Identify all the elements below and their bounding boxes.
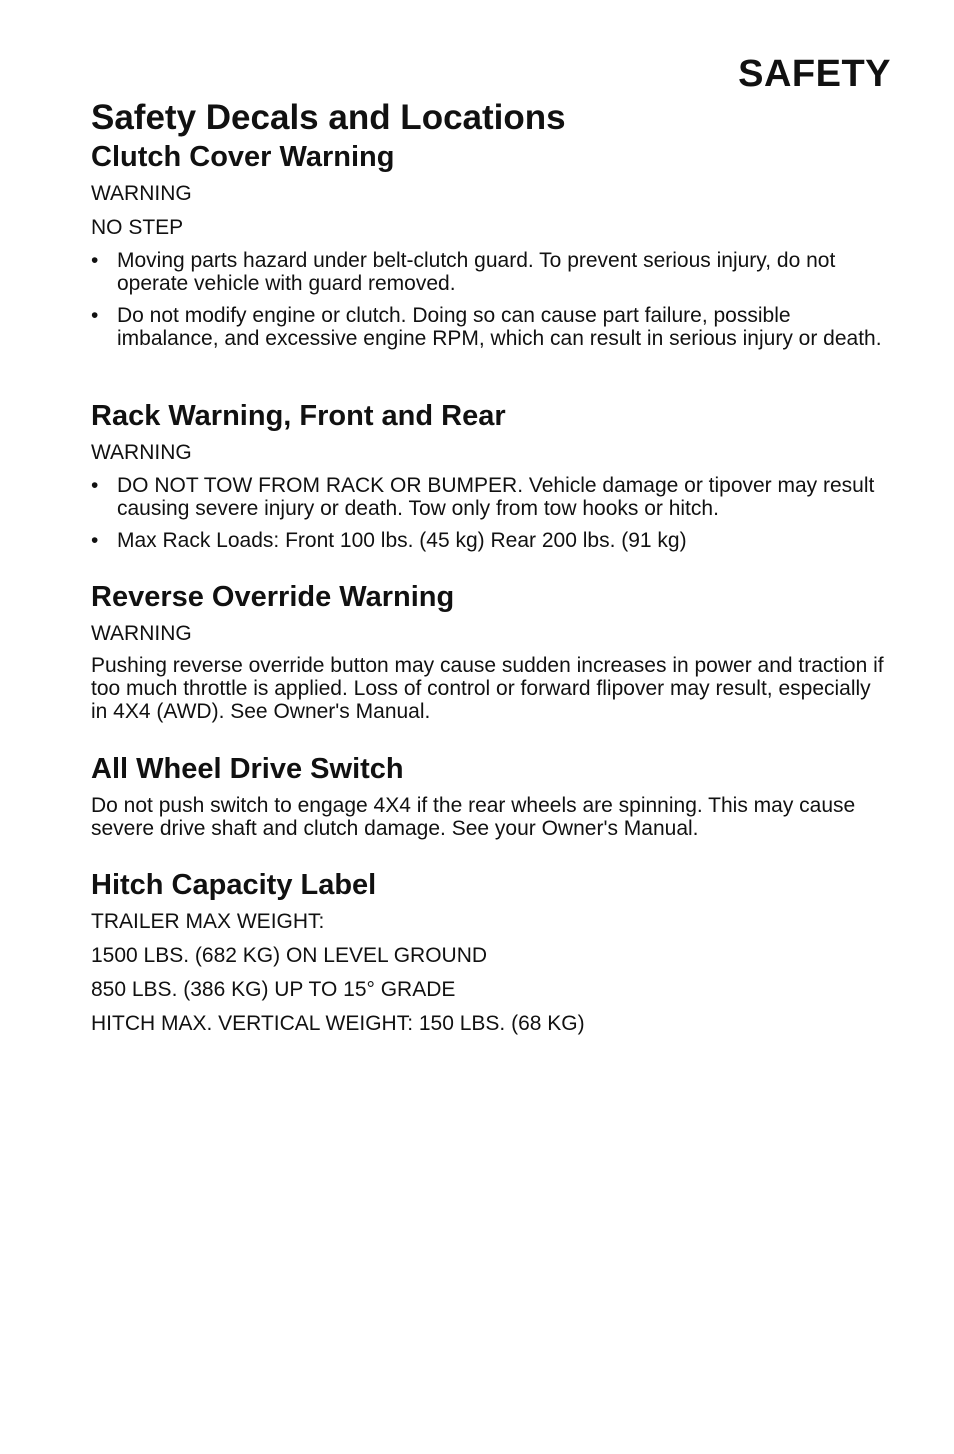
bullet-glyph: • bbox=[91, 249, 99, 272]
clutch-cover-bullet-list bbox=[91, 249, 891, 350]
hitch-grade-value: 850 LBS. (386 KG) UP TO 15° GRADE bbox=[91, 978, 456, 1001]
list-item-text: DO NOT TOW FROM RACK OR BUMPER. Vehicle damage or tipover may result causing severe injury or death. Tow only from tow hooks or hitch. bbox=[117, 474, 875, 520]
list-item bbox=[91, 474, 891, 520]
reverse-override-paragraph: Pushing reverse override button may cause sudden increases in power and traction if too much throttle is applied. Loss of control or forward flipover may result, especially in 4X4 (AWD). See Owner's Manual. bbox=[91, 654, 884, 723]
rack-warning-heading: Rack Warning, Front and Rear bbox=[91, 400, 506, 432]
hitch-vertical-weight-value: HITCH MAX. VERTICAL WEIGHT: 150 LBS. (68 KG) bbox=[91, 1012, 585, 1035]
bullet-glyph: • bbox=[91, 304, 99, 327]
chapter-title: SAFETY bbox=[738, 53, 891, 95]
reverse-override-section bbox=[91, 580, 891, 723]
clutch-cover-warning-label: WARNING bbox=[91, 182, 192, 205]
list-item bbox=[91, 249, 891, 295]
clutch-cover-section bbox=[91, 140, 891, 350]
hitch-trailer-max-label: TRAILER MAX WEIGHT: bbox=[91, 910, 325, 933]
hitch-capacity-section bbox=[91, 868, 891, 1035]
rack-bullet-list bbox=[91, 474, 891, 552]
reverse-override-warning-label: WARNING bbox=[91, 622, 192, 645]
list-item-text: Do not modify engine or clutch. Doing so can cause part failure, possible imbalance, and excessive engine RPM, which can result in serious injury or death. bbox=[117, 304, 882, 350]
rack-warning-section bbox=[91, 399, 891, 552]
reverse-override-heading: Reverse Override Warning bbox=[91, 581, 455, 613]
section-title: Safety Decals and Locations bbox=[91, 98, 566, 137]
list-item-text: Max Rack Loads: Front 100 lbs. (45 kg) Rear 200 lbs. (91 kg) bbox=[117, 529, 687, 552]
clutch-cover-no-step-label: NO STEP bbox=[91, 216, 184, 239]
awd-switch-heading: All Wheel Drive Switch bbox=[91, 753, 404, 785]
awd-switch-section bbox=[91, 752, 891, 840]
rack-warning-label: WARNING bbox=[91, 441, 192, 464]
bullet-glyph: • bbox=[91, 474, 99, 497]
list-item-text: Moving parts hazard under belt-clutch guard. To prevent serious injury, do not operate vehicle with guard removed. bbox=[117, 249, 836, 295]
bullet-glyph: • bbox=[91, 529, 99, 552]
hitch-capacity-heading: Hitch Capacity Label bbox=[91, 869, 377, 901]
awd-switch-paragraph: Do not push switch to engage 4X4 if the rear wheels are spinning. This may cause severe drive shaft and clutch damage. See your Owner's Manual. bbox=[91, 794, 856, 840]
list-item bbox=[91, 529, 891, 552]
hitch-level-ground-value: 1500 LBS. (682 KG) ON LEVEL GROUND bbox=[91, 944, 488, 967]
clutch-cover-heading: Clutch Cover Warning bbox=[91, 141, 395, 173]
list-item bbox=[91, 304, 891, 350]
